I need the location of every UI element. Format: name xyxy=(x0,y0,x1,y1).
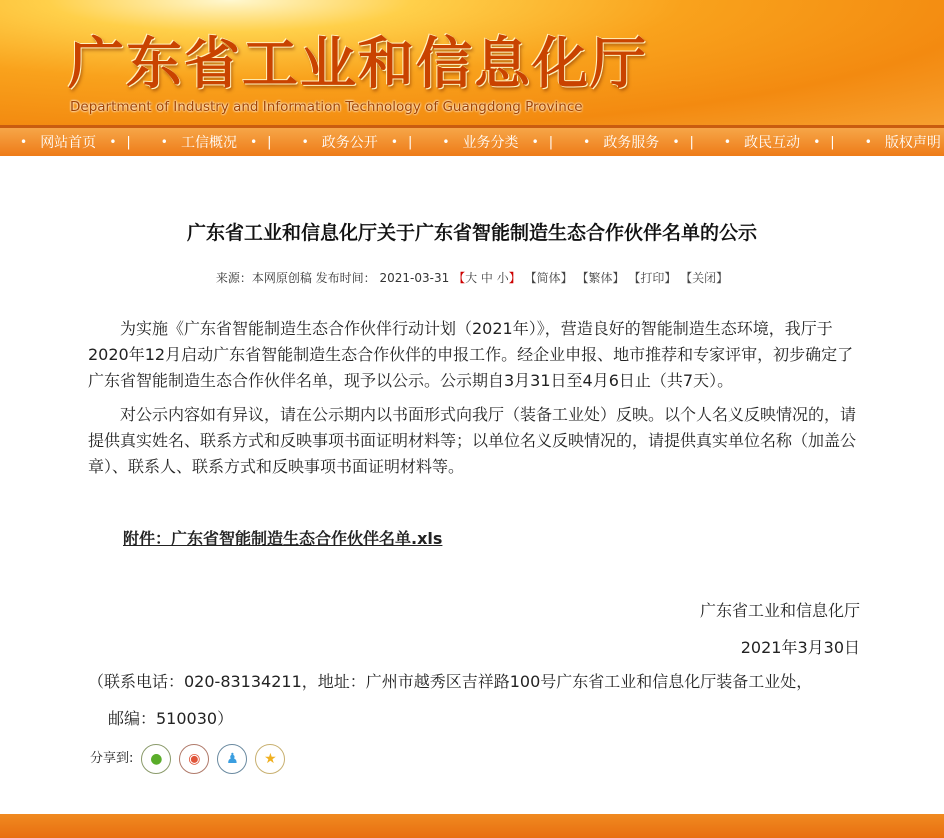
logo-subtitle: Department of Industry and Information Technology of Guangdong Province xyxy=(70,99,583,115)
nav-item[interactable]: 工信概况 xyxy=(180,135,237,151)
font-small-link[interactable]: 小 xyxy=(496,271,509,285)
share-label: 分享到: xyxy=(90,751,134,766)
attachment-link[interactable]: 附件：广东省智能制造生态合作伙伴名单.xls xyxy=(123,529,443,548)
nav-item[interactable]: 政务服务 xyxy=(603,135,660,151)
publish-date: 2021-03-31 xyxy=(379,271,450,285)
article-title: 广东省工业和信息化厅关于广东省智能制造生态合作伙伴名单的公示 xyxy=(186,222,757,244)
close-link[interactable]: 【关闭】 xyxy=(680,271,729,285)
nav-separator: | xyxy=(689,134,694,150)
header-banner xyxy=(0,0,944,125)
print-link[interactable]: 【打印】 xyxy=(628,271,677,285)
share-bar xyxy=(90,744,860,774)
nav-separator: | xyxy=(267,134,272,150)
qzone-icon[interactable]: ★ xyxy=(255,744,285,774)
paragraph: 对公示内容如有异议，请在公示期内以书面形式向我厅（装备工业处）反映。以个人名义反映情况的，请提供真实姓名、联系方式和反映事项书面证明材料等；以单位名义反映情况的，请提供真实单位名称（加盖公章）、联系人、联系方式和反映事项书面证明材料等。 xyxy=(88,405,857,476)
signature: 广东省工业和信息化厅 xyxy=(699,601,860,620)
paragraph: 为实施《广东省智能制造生态合作伙伴行动计划（2021年）》，营造良好的智能制造生态环境，我厅于2020年12月启动广东省智能制造生态合作伙伴的申报工作。经企业申报、地市推荐和专家评审，初步确定了广东省智能制造生态合作伙伴名单，现予以公示。公示期自3月31日至4月6日止（共7天）。 xyxy=(88,319,854,390)
simplified-link[interactable]: 【简体】 xyxy=(524,271,573,285)
nav-dot: • xyxy=(109,135,117,149)
weibo-icon[interactable]: ◉ xyxy=(179,744,209,774)
nav-item[interactable]: 政务公开 xyxy=(321,135,378,151)
sign-date: 2021年3月30日 xyxy=(740,638,860,657)
nav-dot: • xyxy=(813,135,821,149)
zip-code: 邮编：510030） xyxy=(108,709,234,728)
nav-dot: • xyxy=(301,135,309,149)
nav-item[interactable]: 版权声明 xyxy=(884,135,941,151)
nav-dot: • xyxy=(531,135,539,149)
nav-separator: | xyxy=(548,134,554,150)
nav-dot: • xyxy=(864,135,872,149)
source-label: 来源：本网原创稿 发布时间： xyxy=(215,271,376,285)
footer-bar xyxy=(0,814,944,838)
bracket: 【 xyxy=(453,271,466,285)
qq-icon[interactable]: ♟ xyxy=(217,744,247,774)
contact-info: （联系电话：020-83134211，地址：广州市越秀区吉祥路100号广东省工业和信息化厅装备工业处， xyxy=(88,672,813,691)
traditional-link[interactable]: 【繁体】 xyxy=(576,271,625,285)
logo-title: 广东省工业和信息化厅 xyxy=(68,31,648,97)
article-body xyxy=(88,316,860,814)
nav-dot: • xyxy=(442,135,450,149)
nav-dot: • xyxy=(250,135,258,149)
wechat-icon[interactable]: ● xyxy=(141,744,171,774)
nav-separator: | xyxy=(126,134,131,150)
nav-dot: • xyxy=(672,135,680,149)
nav-item[interactable]: 政民互动 xyxy=(744,135,801,151)
main-nav xyxy=(0,125,944,156)
nav-dot: • xyxy=(583,135,591,149)
nav-item[interactable]: 网站首页 xyxy=(40,135,97,151)
font-large-link[interactable]: 大 xyxy=(465,271,478,285)
nav-dot: • xyxy=(20,135,28,149)
nav-item[interactable]: 业务分类 xyxy=(462,135,519,151)
nav-dot: • xyxy=(160,135,168,149)
nav-dot: • xyxy=(723,135,731,149)
article-meta xyxy=(0,270,944,286)
nav-dot: • xyxy=(390,135,398,149)
bracket: 】 xyxy=(508,271,521,285)
nav-separator: | xyxy=(830,134,835,150)
font-medium-link[interactable]: 中 xyxy=(480,271,493,285)
nav-separator: | xyxy=(407,134,413,150)
